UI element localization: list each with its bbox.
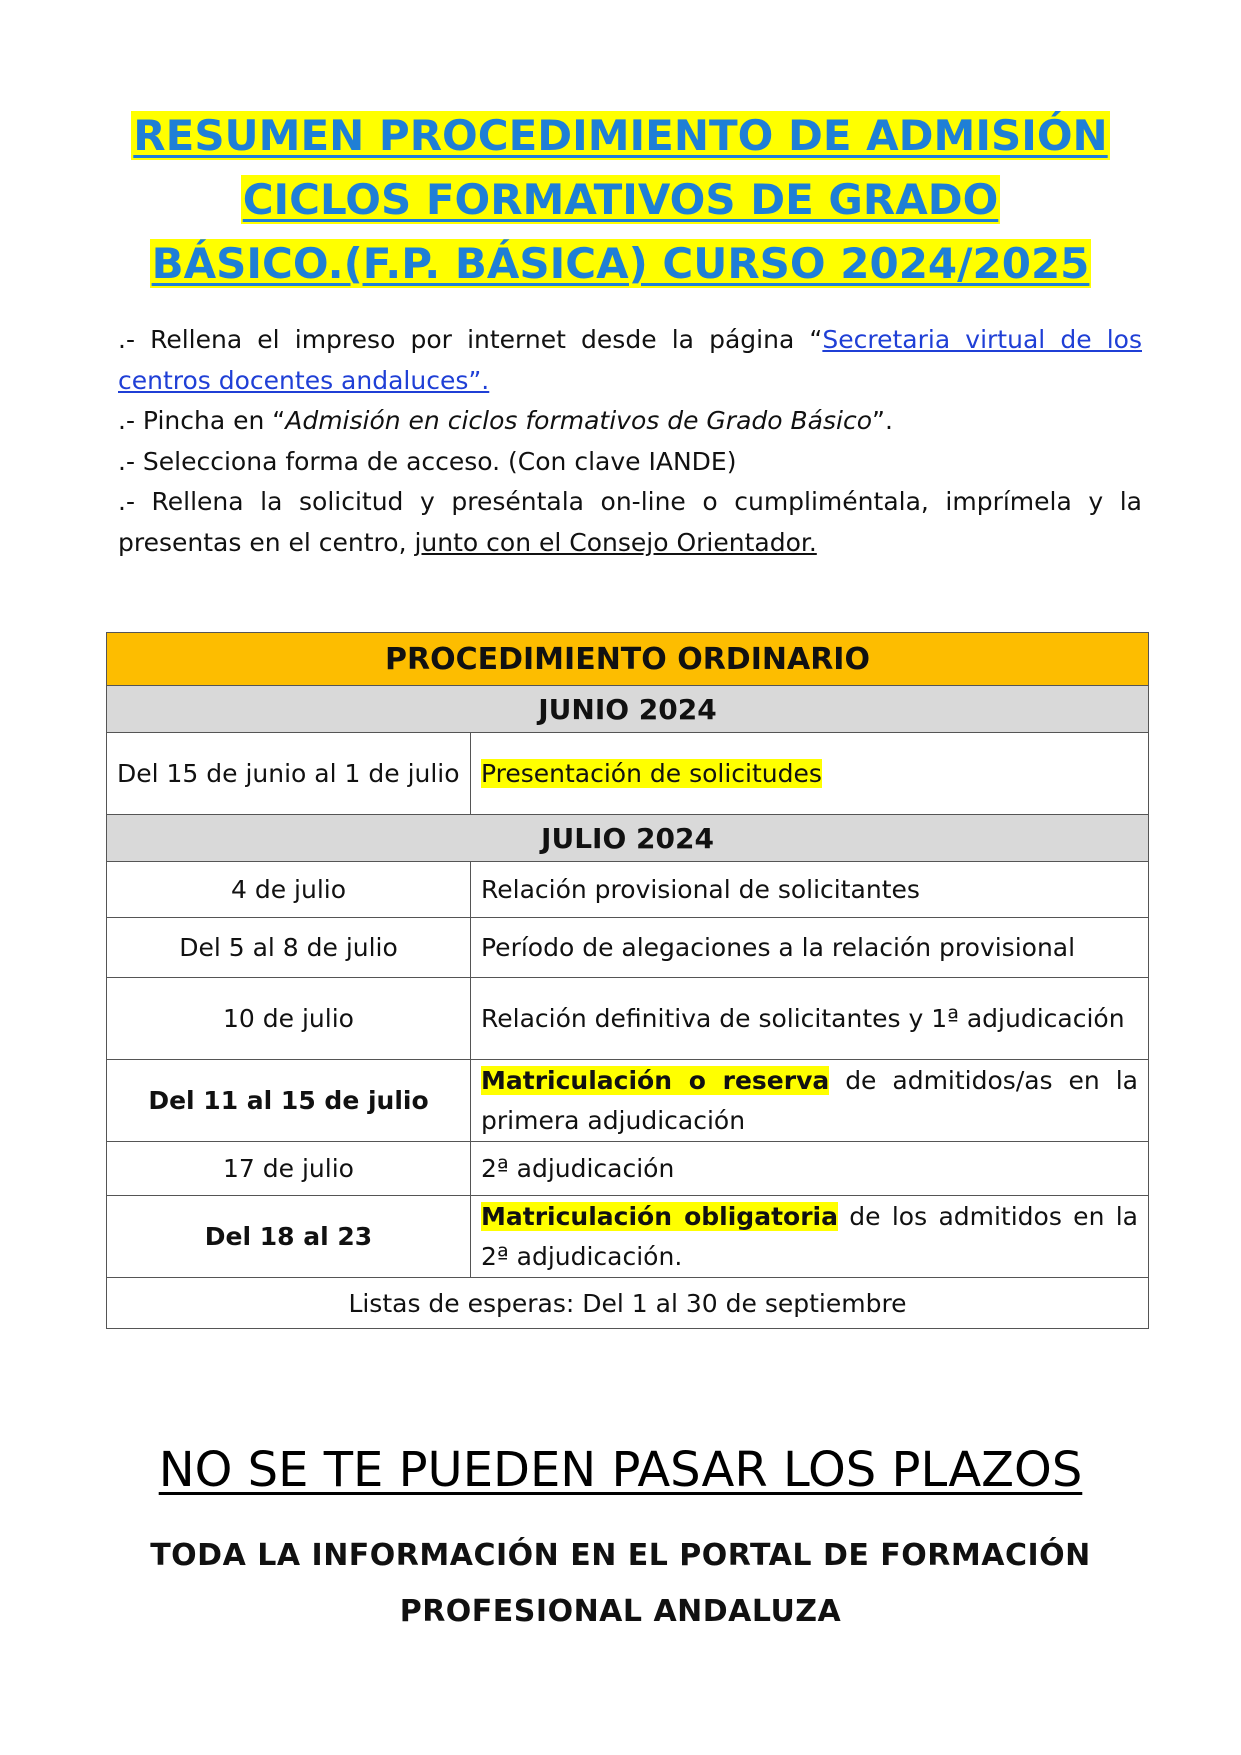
step-4-text: .- Rellena la solicitud y preséntala on-line o cumpliméntala, imprímela y la presentas en el centro, <box>118 487 1142 557</box>
table-row <box>107 862 1149 918</box>
procedure-table <box>106 632 1149 1329</box>
row-desc <box>471 1060 1149 1142</box>
portal-info-line-1: TODA LA INFORMACIÓN EN EL PORTAL DE FORMACIÓN <box>150 1538 1091 1573</box>
row-desc: Relación provisional de solicitantes <box>471 862 1149 918</box>
row-desc-text: de admitidos/as en la primera adjudicación <box>481 1065 1138 1135</box>
title-line-2: CICLOS FORMATIVOS DE GRADO <box>242 175 999 224</box>
table-row <box>107 1142 1149 1196</box>
deadline-warning <box>100 1440 1141 1500</box>
table-header: PROCEDIMIENTO ORDINARIO <box>107 633 1149 686</box>
page-title <box>100 104 1141 296</box>
portal-info <box>100 1528 1141 1640</box>
row-date: Del 18 al 23 <box>107 1196 471 1278</box>
row-date: Del 15 de junio al 1 de julio <box>107 733 471 815</box>
table-row <box>107 1060 1149 1142</box>
instructions <box>118 320 1142 563</box>
step-2-italic: Admisión en ciclos formativos de Grado Básico <box>285 406 872 435</box>
row-date: Del 5 al 8 de julio <box>107 918 471 978</box>
table-row <box>107 978 1149 1060</box>
step-4 <box>118 482 1142 563</box>
waiting-list-note: Listas de esperas: Del 1 al 30 de septiembre <box>107 1278 1149 1329</box>
row-desc: Relación definitiva de solicitantes y 1ª adjudicación <box>471 978 1149 1060</box>
row-desc-highlight: Matriculación o reserva <box>481 1065 830 1095</box>
row-date: 17 de julio <box>107 1142 471 1196</box>
title-line-1: RESUMEN PROCEDIMIENTO DE ADMISIÓN <box>133 111 1108 160</box>
portal-info-line-2: PROFESIONAL ANDALUZA <box>399 1594 842 1629</box>
step-2-prefix: .- Pincha en “ <box>118 406 286 435</box>
table-row <box>107 918 1149 978</box>
row-date: 4 de julio <box>107 862 471 918</box>
row-desc-highlight: Presentación de solicitudes <box>481 758 822 788</box>
month-july: JULIO 2024 <box>107 815 1149 862</box>
month-june: JUNIO 2024 <box>107 686 1149 733</box>
step-4-underlined: junto con el Consejo Orientador. <box>414 527 817 557</box>
row-desc <box>471 1196 1149 1278</box>
step-1 <box>118 320 1142 401</box>
row-desc-highlight: Matriculación obligatoria <box>481 1201 838 1231</box>
secretaria-virtual-link[interactable]: Secretaria virtual de los centros docentes andaluces”. <box>118 325 1142 395</box>
row-date: Del 11 al 15 de julio <box>107 1060 471 1142</box>
table-row <box>107 1196 1149 1278</box>
month-row-june <box>107 686 1149 733</box>
row-desc-text: de los admitidos en la 2ª adjudicación. <box>481 1201 1138 1271</box>
table-header-row <box>107 633 1149 686</box>
month-row-july <box>107 815 1149 862</box>
step-3: .- Selecciona forma de acceso. (Con clave IANDE) <box>118 446 737 476</box>
title-line-3: BÁSICO.(F.P. BÁSICA) CURSO 2024/2025 <box>151 239 1090 288</box>
row-desc: Período de alegaciones a la relación provisional <box>471 918 1149 978</box>
deadline-warning-text: NO SE TE PUEDEN PASAR LOS PLAZOS <box>158 1442 1083 1498</box>
step-2 <box>118 401 1142 442</box>
table-row <box>107 733 1149 815</box>
row-date: 10 de julio <box>107 978 471 1060</box>
step-2-suffix: ”. <box>872 406 893 435</box>
table-footer-row <box>107 1278 1149 1329</box>
row-desc <box>471 733 1149 815</box>
row-desc: 2ª adjudicación <box>471 1142 1149 1196</box>
step-1-text: .- Rellena el impreso por internet desde la página “ <box>118 325 823 354</box>
